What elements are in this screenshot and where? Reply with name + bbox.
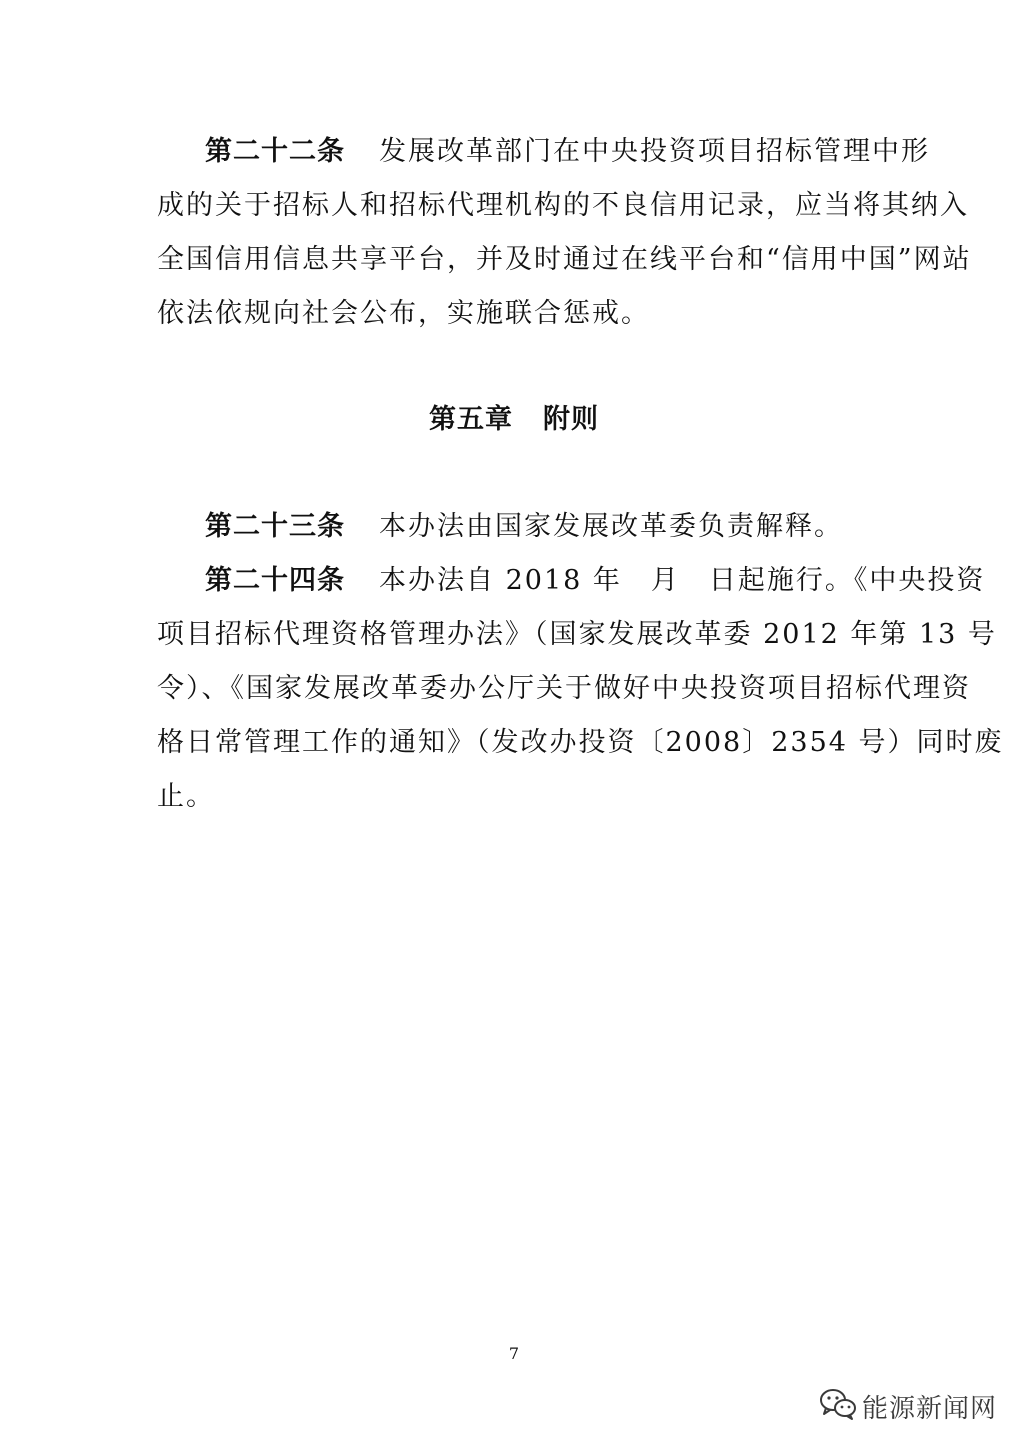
article-22-text-1: 发展改革部门在中央投资项目招标管理中形 [379, 136, 930, 167]
article-22-heading: 第二十二条 [205, 136, 345, 167]
chapter-heading [0, 400, 1028, 440]
article-24-line-4: 格日常管理工作的通知》（发改办投资〔2008〕2354 号）同时废 [157, 727, 1004, 758]
article-23-line [157, 507, 869, 547]
article-22-line-2: 成的关于招标人和招标代理机构的不良信用记录，应当将其纳入 [157, 190, 969, 221]
article-24-line-1 [157, 561, 986, 601]
article-23-heading: 第二十三条 [205, 511, 345, 542]
article-22-line-1 [157, 132, 930, 172]
article-22-line-3: 全国信用信息共享平台，并及时通过在线平台和“信用中国”网站 [157, 244, 972, 275]
chapter-number: 第五章 [429, 404, 513, 435]
article-24-text-1: 本办法自 2018 年 月 日起施行。《中央投资 [379, 565, 986, 596]
wechat-icon [818, 1387, 858, 1425]
watermark-text: 能源新闻网 [862, 1393, 998, 1424]
watermark [818, 1386, 997, 1426]
article-23-text: 本办法由国家发展改革委负责解释。 [379, 511, 843, 542]
page-number: 7 [508, 1344, 520, 1363]
chapter-title: 附则 [543, 404, 599, 435]
article-22-line-4: 依法依规向社会公布，实施联合惩戒。 [157, 298, 650, 329]
article-24-line-5: 止。 [157, 781, 215, 812]
article-24-heading: 第二十四条 [205, 565, 345, 596]
article-24-line-3: 令）、《国家发展改革委办公厅关于做好中央投资项目招标代理资 [157, 673, 971, 704]
article-24-line-2: 项目招标代理资格管理办法》（国家发展改革委 2012 年第 13 号 [157, 619, 997, 650]
